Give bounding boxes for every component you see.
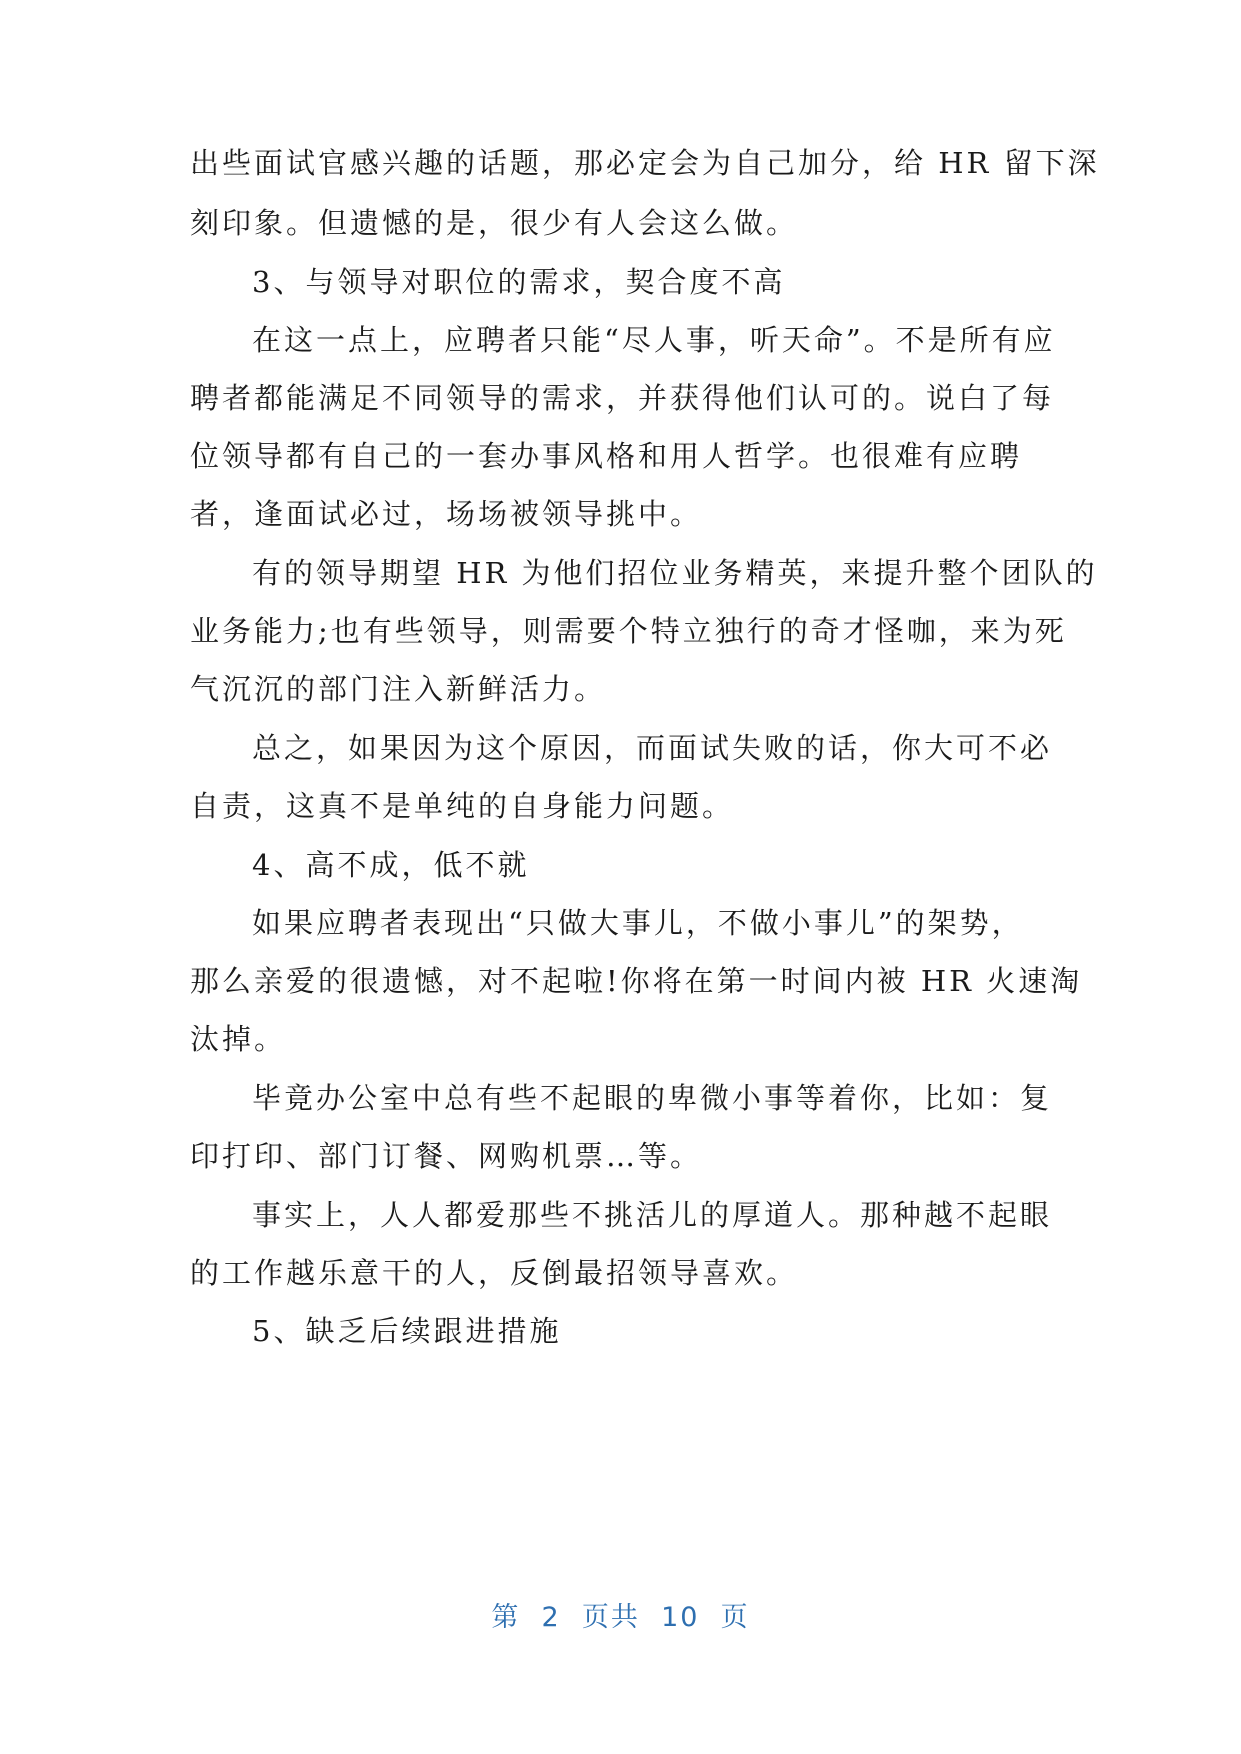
paragraph-line: 在这一点上，应聘者只能“尽人事，听天命”。不是所有应 xyxy=(252,323,1056,357)
section-heading: 4、高不成，低不就 xyxy=(252,848,530,882)
paragraph-line: 聘者都能满足不同领导的需求，并获得他们认可的。说白了每 xyxy=(190,381,1055,415)
paragraph-line: 有的领导期望 HR 为他们招位业务精英，来提升整个团队的 xyxy=(252,556,1098,590)
paragraph-line: 印打印、部门订餐、网购机票…等。 xyxy=(190,1139,703,1173)
paragraph-line: 汰掉。 xyxy=(190,1022,287,1056)
paragraph-line: 事实上，人人都爱那些不挑活儿的厚道人。那种越不起眼 xyxy=(252,1198,1053,1232)
paragraph-line: 如果应聘者表现出“只做大事儿，不做小事儿”的架势， xyxy=(252,906,1024,940)
paragraph-line: 位领导都有自己的一套办事风格和用人哲学。也很难有应聘 xyxy=(190,439,1023,473)
paragraph-line: 自责，这真不是单纯的自身能力问题。 xyxy=(190,789,735,823)
paragraph-line: 出些面试官感兴趣的话题，那必定会为自己加分，给 HR 留下深 xyxy=(190,146,1100,180)
section-heading: 5、缺乏后续跟进措施 xyxy=(252,1314,562,1348)
paragraph-line: 业务能力;也有些领导，则需要个特立独行的奇才怪咖，来为死 xyxy=(190,614,1067,648)
paragraph-line: 气沉沉的部门注入新鲜活力。 xyxy=(190,672,607,706)
paragraph-line: 的工作越乐意干的人，反倒最招领导喜欢。 xyxy=(190,1256,799,1290)
paragraph-line: 总之，如果因为这个原因，而面试失败的话，你大可不必 xyxy=(252,731,1053,765)
paragraph-line: 那么亲爱的很遗憾，对不起啦!你将在第一时间内被 HR 火速淘 xyxy=(190,964,1083,998)
paragraph-line: 刻印象。但遗憾的是，很少有人会这么做。 xyxy=(190,206,799,240)
page-number-footer: 第 2 页共 10 页 xyxy=(491,1602,750,1633)
paragraph-line: 者，逢面试必过，场场被领导挑中。 xyxy=(190,497,703,531)
section-heading: 3、与领导对职位的需求，契合度不高 xyxy=(252,265,786,299)
paragraph-line: 毕竟办公室中总有些不起眼的卑微小事等着你，比如：复 xyxy=(252,1081,1053,1115)
